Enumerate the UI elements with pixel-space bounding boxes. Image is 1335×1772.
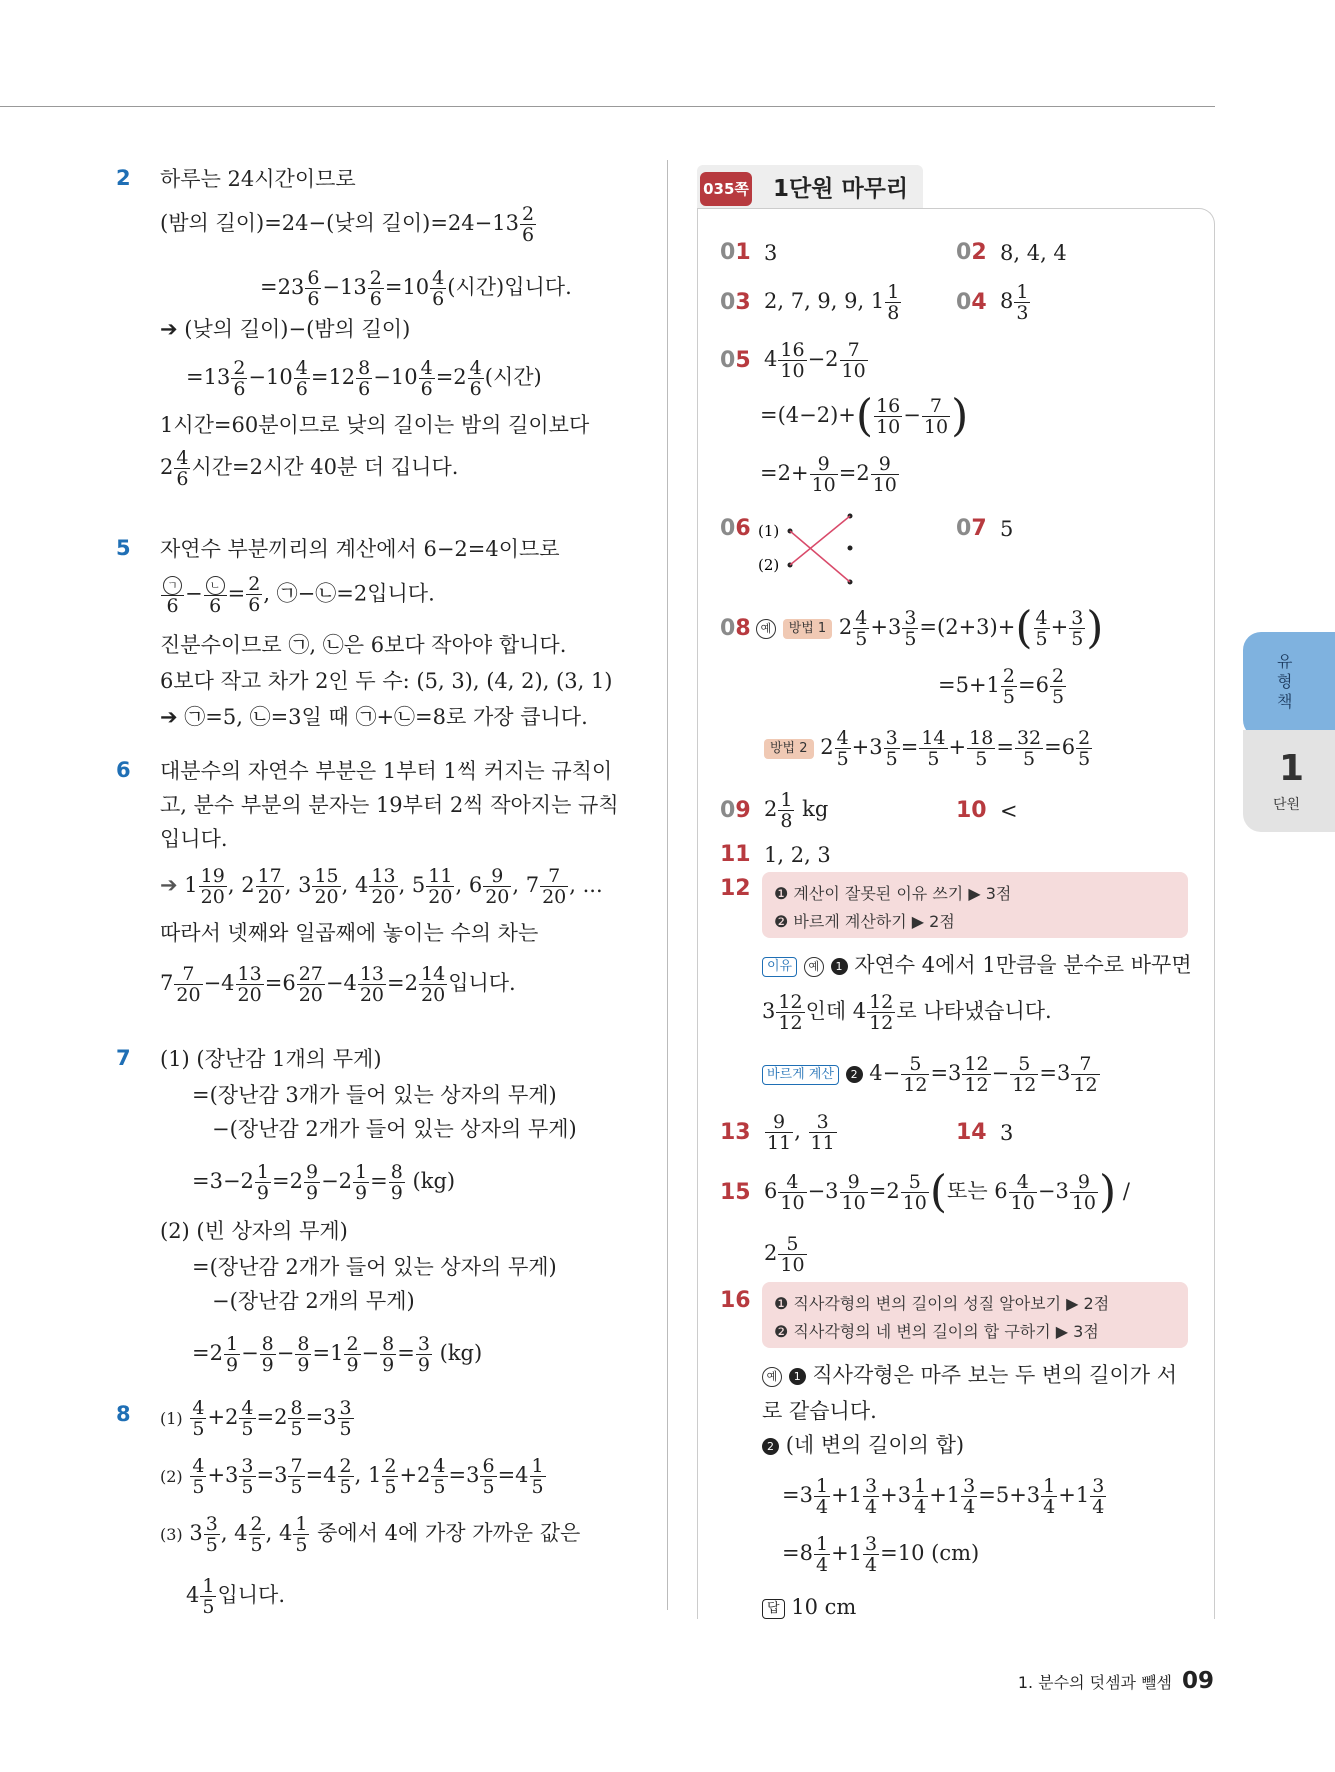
top-rule	[0, 106, 1215, 107]
text-line: 하루는 24시간이므로	[160, 167, 356, 191]
answer-number-09: 09	[720, 798, 751, 823]
equation-line: =3 $\frac{1}{4}$ +1 $\frac{3}{4}$ +3 $\frac{1}{4}$ +1 $\frac{3}{4}$ =5+3 $\frac{1}{4}$ +1 $\frac{3}{4}$	[782, 1475, 1105, 1518]
page-badge: 035쪽	[700, 172, 752, 206]
answer-number-03: 03	[720, 290, 751, 315]
equation-line: =13 $\frac{2}{6}$ −10 $\frac{4}{6}$ =12 $\frac{8}{6}$ −10 $\frac{4}{6}$ =2 $\frac{4}{6}$ (시간)	[186, 357, 542, 400]
text-line: 예 1 직사각형은 마주 보는 두 변의 길이가 서	[762, 1360, 1177, 1390]
text-line: (1) (장난감 1개의 무게)	[160, 1047, 382, 1071]
equation-line: =(4−2)+( $\frac{16}{10}$ − $\frac{7}{10}$ )	[760, 390, 969, 442]
answer-number-15: 15	[720, 1180, 751, 1205]
answer-number-08: 08	[720, 616, 751, 641]
criteria-line: ❷ 바르게 계산하기 ▶ 2점	[774, 912, 955, 931]
text-line: 진분수이므로 ㉠, ㉡은 6보다 작아야 합니다.	[160, 633, 567, 657]
side-tab-type-book[interactable]	[1243, 632, 1335, 738]
equation-line: 2 $\frac{4}{6}$ 시간=2시간 40분 더 깁니다.	[160, 447, 459, 490]
text-line: −(장난감 2개의 무게)	[212, 1289, 415, 1313]
text-line: ➔ (낮의 길이)−(밤의 길이)	[160, 317, 411, 341]
text-line: 대분수의 자연수 부분은 1부터 1씩 커지는 규칙이	[160, 759, 613, 783]
equation-line: =5+1 $\frac{2}{5}$ =6 $\frac{2}{5}$	[938, 665, 1065, 708]
text-line: 입니다.	[160, 827, 228, 851]
answer-02: 8, 4, 4	[1000, 241, 1067, 265]
equation-line: =2 $\frac{1}{9}$ − $\frac{8}{9}$ − $\frac{8}{9}$ =1 $\frac{2}{9}$ − $\frac{8}{9}$ = $\frac{3}{9}$ (kg)	[192, 1333, 483, 1376]
text-line: 1시간=60분이므로 낮의 길이는 밤의 길이보다	[160, 413, 590, 437]
text-line: 로 같습니다.	[762, 1399, 877, 1423]
scoring-criteria-box	[762, 872, 1188, 938]
svg-text:(1): (1)	[758, 522, 780, 540]
criteria-line: ❶ 계산이 잘못된 이유 쓰기 ▶ 3점	[774, 884, 1012, 903]
final-answer: 답 10 cm	[762, 1592, 856, 1622]
problem-number: 6	[116, 758, 131, 782]
text-line: 6보다 작고 차가 2인 두 수: (5, 3), (4, 2), (3, 1)	[160, 669, 613, 693]
equation-line: 4 $\frac{1}{5}$ 입니다.	[186, 1575, 286, 1618]
unit-number: 1	[1279, 748, 1305, 789]
equation-line: ㄱ 6 − ㄴ 6 = $\frac{2}{6}$ , ㉠−㉡=2입니다.	[160, 574, 435, 616]
answer-number-14: 14	[956, 1120, 987, 1145]
answer-07: 5	[1000, 517, 1014, 541]
answer-number-11: 11	[720, 842, 751, 867]
answer-number-04: 04	[956, 290, 987, 315]
answer-number-05: 05	[720, 348, 751, 373]
answer-11: 1, 2, 3	[764, 843, 831, 867]
text-line: 2 (네 변의 길이의 합)	[762, 1430, 964, 1460]
text-line: ➔ ㉠=5, ㉡=3일 때 ㉠+㉡=8로 가장 큽니다.	[160, 705, 588, 729]
correct-calc-line: 바르게 계산 2 4− $\frac{5}{12}$ =3 $\frac{12}{12}$ − $\frac{5}{12}$ =3 $\frac{7}{12}$	[762, 1054, 1101, 1095]
page-number: 09	[1181, 1668, 1214, 1694]
text-line: (2) (빈 상자의 무게)	[160, 1219, 348, 1243]
column-divider	[667, 160, 668, 1610]
criteria-line: ❷ 직사각형의 네 변의 길이의 합 구하기 ▶ 3점	[774, 1322, 1099, 1341]
text-line: −(장난감 2개가 들어 있는 상자의 무게)	[212, 1117, 577, 1141]
equation-line: (1) $\frac{4}{5}$ +2 $\frac{4}{5}$ =2 $\frac{8}{5}$ =3 $\frac{3}{5}$	[160, 1397, 352, 1440]
equation-line: 예 방법 1 2 $\frac{4}{5}$ +3 $\frac{3}{5}$ =(2+3)+( $\frac{4}{5}$ + $\frac{3}{5}$ )	[756, 608, 1103, 649]
equation-line: =23 $\frac{6}{6}$ −13 $\frac{2}{6}$ =10 $\frac{4}{6}$ (시간)입니다.	[260, 267, 572, 310]
equation-line: (2) $\frac{4}{5}$ +3 $\frac{3}{5}$ =3 $\frac{7}{5}$ =4 $\frac{2}{5}$ , 1 $\frac{2}{5}$ +2 $\frac{4}{5}$ =3 $\frac{6}{5}$ =4 $\frac{1}{5}$	[160, 1455, 544, 1498]
answer-number-10: 10	[956, 798, 987, 823]
page-footer	[1018, 1668, 1214, 1694]
matching-diagram	[758, 512, 878, 592]
problem-number: 7	[116, 1046, 131, 1070]
svg-text:(2): (2)	[758, 556, 780, 574]
text-line: 고, 분수 부분의 분자는 19부터 2씩 작아지는 규칙	[160, 793, 619, 817]
text-line: 자연수 부분끼리의 계산에서 6−2=4이므로	[160, 537, 560, 561]
text-line: =(장난감 2개가 들어 있는 상자의 무게)	[192, 1255, 557, 1279]
unit-label: 단원	[1273, 797, 1301, 813]
section-title: 1단원 마무리	[773, 176, 909, 202]
answer-number-07: 07	[956, 516, 987, 541]
equation-line: 방법 2 2 $\frac{4}{5}$ +3 $\frac{3}{5}$ = $\frac{14}{5}$ + $\frac{18}{5}$ = $\frac{32}{5}$ =6 $\frac{2}{5}$	[764, 728, 1093, 769]
problem-number: 8	[116, 1402, 131, 1426]
fraction: $\frac{2}{6}$	[521, 203, 535, 246]
text-line: =(장난감 3개가 들어 있는 상자의 무게)	[192, 1083, 557, 1107]
answer-number-01: 01	[720, 240, 751, 265]
answer-number-12: 12	[720, 876, 751, 901]
equation-line: 6 $\frac{4}{10}$ −3 $\frac{9}{10}$ =2 $\frac{5}{10}$ (또는 6 $\frac{4}{10}$ −3 $\frac{9}{10}$ ) /	[764, 1166, 1130, 1218]
reason-line: 3 $\frac{12}{12}$ 인데 4 $\frac{12}{12}$ 로 나타냈습니다.	[762, 991, 1052, 1034]
side-tab-label: 유형책	[1277, 652, 1293, 711]
answer-04: 8 $\frac{1}{3}$	[1000, 281, 1029, 324]
side-tab-unit[interactable]	[1243, 730, 1335, 832]
text: (밤의 길이)=24−(낮의 길이)=24−13	[160, 211, 519, 235]
problem-number: 2	[116, 166, 131, 190]
chapter-title: 1. 분수의 덧셈과 뺄셈	[1017, 1673, 1172, 1692]
equation-line: 4 $\frac{16}{10}$ −2 $\frac{7}{10}$	[764, 339, 866, 382]
answer-number-06: 06	[720, 516, 751, 541]
criteria-line: ❶ 직사각형의 변의 길이의 성질 알아보기 ▶ 2점	[774, 1294, 1110, 1313]
answer-09: 2 $\frac{1}{8}$ kg	[764, 789, 829, 832]
answer-01: 3	[764, 241, 778, 265]
answer-14: 3	[1000, 1121, 1014, 1145]
equation-line: 7 $\frac{7}{20}$ −4 $\frac{13}{20}$ =6 $\frac{27}{20}$ −4 $\frac{13}{20}$ =2 $\frac{14}{20}$ 입니다.	[160, 963, 516, 1006]
equation-line	[160, 204, 537, 245]
equation-line: =3−2 $\frac{1}{9}$ =2 $\frac{9}{9}$ −2 $\frac{1}{9}$ = $\frac{8}{9}$ (kg)	[192, 1161, 456, 1204]
problem-number: 5	[116, 536, 131, 560]
scoring-criteria-box	[762, 1282, 1188, 1348]
equation-line: =8 $\frac{1}{4}$ +1 $\frac{3}{4}$ =10 (cm)	[782, 1533, 980, 1576]
reason-line: 이유 예 1 자연수 4에서 1만큼을 분수로 바꾸면	[762, 950, 1192, 980]
answer-10: <	[1000, 799, 1018, 823]
answer-number-13: 13	[720, 1120, 751, 1145]
answer-number-16: 16	[720, 1288, 751, 1313]
equation-line: 2 $\frac{5}{10}$	[764, 1233, 805, 1276]
equation-line: (3) 3 $\frac{3}{5}$ , 4 $\frac{2}{5}$ , 4 $\frac{1}{5}$ 중에서 4에 가장 가까운 값은	[160, 1513, 581, 1556]
answer-number-02: 02	[956, 240, 987, 265]
equation-line: =2+ $\frac{9}{10}$ =2 $\frac{9}{10}$	[760, 453, 897, 496]
answer-13: $\frac{9}{11}$ , $\frac{3}{11}$	[767, 1111, 835, 1154]
sequence-line: ➔ 1 $\frac{19}{20}$ , 2 $\frac{17}{20}$ , 3 $\frac{15}{20}$ , 4 $\frac{13}{20}$ , 5 $\frac{11}{20}$ , 6 $\frac{9}{20}$ , 7 $\frac{7}{20}$ , ...	[160, 865, 603, 908]
text-line: 따라서 넷째와 일곱째에 놓이는 수의 차는	[160, 921, 539, 945]
answer-03: 2, 7, 9, 9, 1 $\frac{1}{8}$	[764, 281, 900, 324]
